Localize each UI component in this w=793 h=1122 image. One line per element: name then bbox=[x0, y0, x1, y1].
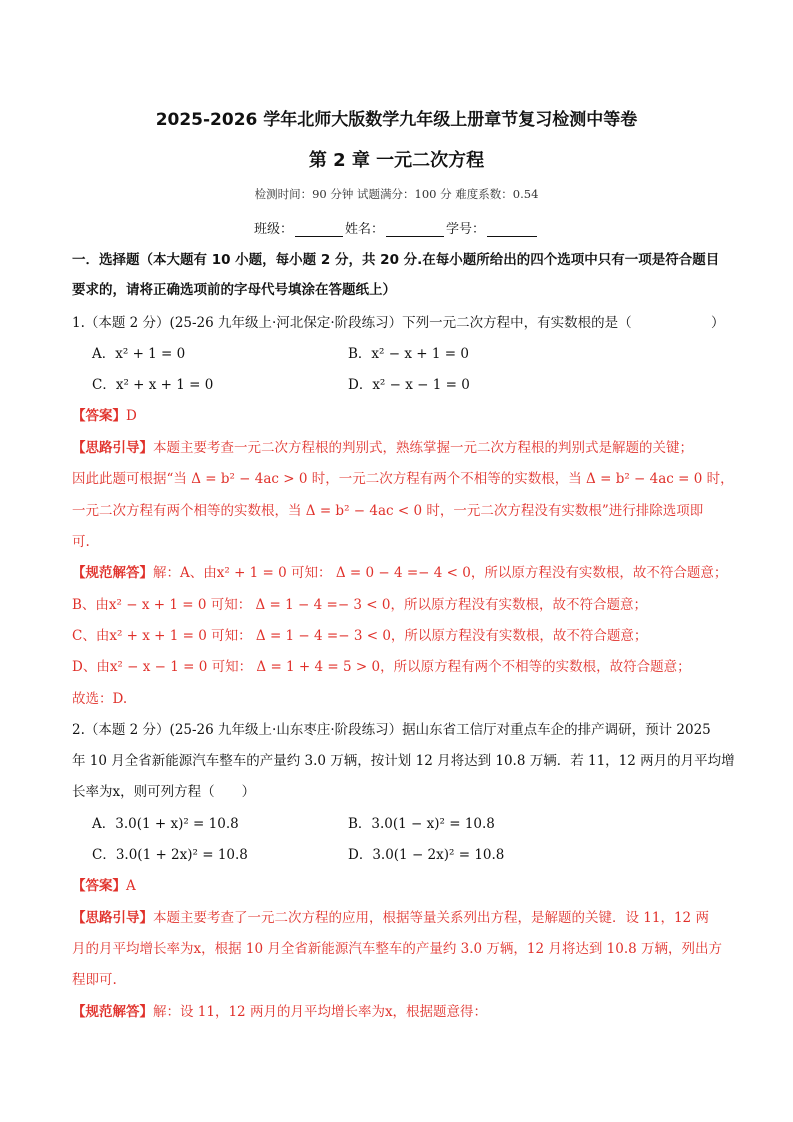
hint-text: 本题主要考查了一元二次方程的应用，根据等量关系列出方程，是解题的关键．设 11，12 两 bbox=[153, 910, 709, 926]
student-info-line bbox=[0, 218, 793, 237]
q1-option-b[interactable]: B．x² − x + 1 = 0 bbox=[348, 346, 469, 362]
q1-solution-line4: D、由x² − x − 1 = 0 可知： Δ = 1 + 4 = 5 > 0，所以原方程有两个不相等的实数根，故符合题意； bbox=[72, 659, 691, 675]
solution-text: 解：设 11，12 两月的月平均增长率为x，根据题意得： bbox=[153, 1004, 488, 1020]
q1-stem-end: ） bbox=[711, 315, 725, 331]
q2-answer bbox=[72, 874, 136, 894]
q1-solution-line5: 故选：D. bbox=[72, 691, 128, 707]
q2-stem-line3: 长率为x，则可列方程（ ） bbox=[72, 784, 256, 800]
exam-title: 2025-2026 学年北师大版数学九年级上册章节复习检测中等卷 bbox=[155, 110, 638, 130]
q2-solution-line1 bbox=[72, 1000, 487, 1020]
solution-tag: 【规范解答】 bbox=[72, 565, 153, 581]
q1-answer bbox=[72, 404, 137, 424]
q1-solution-line2: B、由x² − x + 1 = 0 可知： Δ = 1 − 4 =− 3 < 0，所以原方程没有实数根，故不符合题意； bbox=[72, 597, 647, 613]
q1-solution-line3: C、由x² + x + 1 = 0 可知： Δ = 1 − 4 =− 3 < 0，所以原方程没有实数根，故不符合题意； bbox=[72, 628, 648, 644]
hint-tag: 【思路引导】 bbox=[72, 910, 153, 926]
q1-option-c[interactable]: C．x² + x + 1 = 0 bbox=[92, 377, 214, 393]
q1-hint-line2: 因此此题可根据“当 Δ = b² − 4ac > 0 时，一元二次方程有两个不相等的实数根，当 Δ = b² − 4ac = 0 时， bbox=[72, 471, 734, 487]
name-blank[interactable] bbox=[386, 222, 444, 237]
q2-hint-line3: 程即可. bbox=[72, 972, 117, 988]
exam-meta: 检测时间：90 分钟 试题满分：100 分 难度系数：0.54 bbox=[254, 187, 539, 201]
id-label: 学号： bbox=[446, 222, 486, 237]
q1-hint-line1 bbox=[72, 436, 693, 456]
q2-stem-line2: 年 10 月全省新能源汽车整车的产量约 3.0 万辆，按计划 12 月将达到 10.8 万辆．若 11，12 两月的月平均增 bbox=[72, 753, 735, 769]
q2-option-b[interactable]: B．3.0(1 − x)² = 10.8 bbox=[348, 816, 495, 832]
answer-tag: 【答案】 bbox=[72, 408, 126, 424]
answer-value: A bbox=[126, 878, 136, 894]
q1-solution-line1 bbox=[72, 561, 727, 581]
hint-tag: 【思路引导】 bbox=[72, 440, 153, 456]
hint-text: 本题主要考查一元二次方程根的判别式，熟练掌握一元二次方程根的判别式是解题的关键； bbox=[153, 440, 693, 456]
q1-hint-line4: 可. bbox=[72, 534, 90, 550]
q2-hint-line2: 月的月平均增长率为x，根据 10 月全省新能源汽车整车的产量约 3.0 万辆，12 月将达到 10.8 万辆，列出方 bbox=[72, 941, 723, 957]
q2-option-d[interactable]: D．3.0(1 − 2x)² = 10.8 bbox=[348, 847, 505, 863]
answer-tag: 【答案】 bbox=[72, 878, 126, 894]
id-blank[interactable] bbox=[487, 222, 537, 237]
q1-option-a[interactable]: A．x² + 1 = 0 bbox=[92, 346, 186, 362]
chapter-title: 第 2 章 一元二次方程 bbox=[308, 150, 485, 171]
q1-stem: 1.（本题 2 分）(25-26 九年级上·河北保定·阶段练习）下列一元二次方程中，有实数根的是（ bbox=[72, 315, 632, 331]
q1-hint-line3: 一元二次方程有两个相等的实数根，当 Δ = b² − 4ac < 0 时，一元二次方程没有实数根”进行排除选项即 bbox=[72, 503, 704, 519]
q1-option-d[interactable]: D．x² − x − 1 = 0 bbox=[348, 377, 470, 393]
solution-text: 解：A、由x² + 1 = 0 可知： Δ = 0 − 4 =− 4 < 0，所以原方程没有实数根，故不符合题意； bbox=[153, 565, 728, 581]
q2-stem-line1: 2.（本题 2 分）(25-26 九年级上·山东枣庄·阶段练习）据山东省工信厅对重点车企的排产调研，预计 2025 bbox=[72, 722, 711, 738]
answer-value: D bbox=[126, 408, 137, 424]
solution-tag: 【规范解答】 bbox=[72, 1004, 153, 1020]
q2-option-a[interactable]: A．3.0(1 + x)² = 10.8 bbox=[92, 816, 239, 832]
name-label: 姓名： bbox=[344, 222, 384, 237]
class-blank[interactable] bbox=[295, 222, 343, 237]
q2-hint-line1 bbox=[72, 906, 709, 926]
class-label: 班级： bbox=[253, 222, 293, 237]
section-heading-line1: 一．选择题（本大题有 10 小题，每小题 2 分，共 20 分.在每小题所给出的四个选项中只有一项是符合题目 bbox=[72, 252, 720, 268]
section-heading-line2: 要求的，请将正确选项前的字母代号填涂在答题纸上） bbox=[72, 282, 396, 298]
q2-option-c[interactable]: C．3.0(1 + 2x)² = 10.8 bbox=[92, 847, 248, 863]
